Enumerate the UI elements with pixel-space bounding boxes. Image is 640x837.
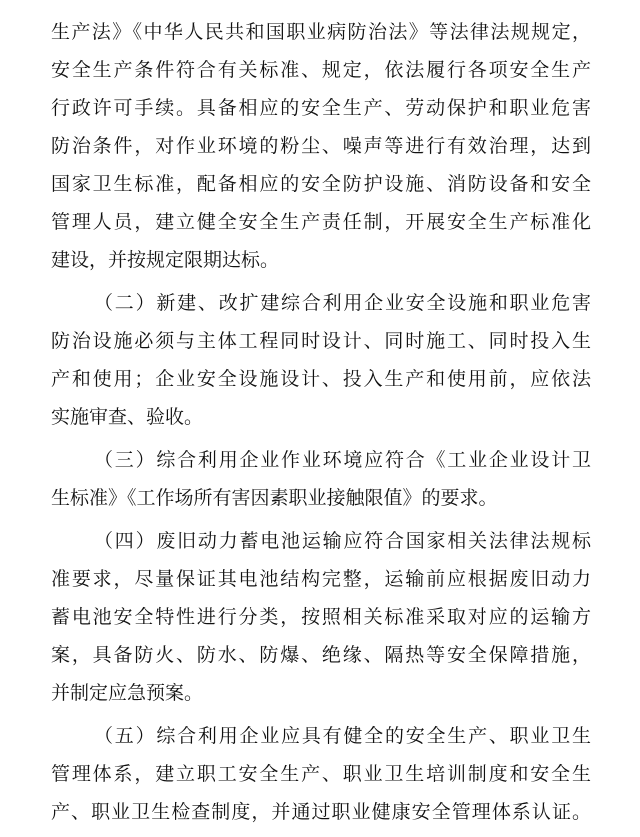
paragraph-first-line: （五）综合利用企业应具有健全的安全生产、职业卫生: [94, 725, 591, 747]
text-line: 案，具备防火、防水、防爆、绝缘、隔热等安全保障措施，: [51, 644, 591, 666]
text-line: 建设，并按规定限期达标。: [51, 249, 280, 271]
paragraph-first-line: （四）废旧动力蓄电池运输应符合国家相关法律法规标: [94, 530, 591, 552]
text-line: 产和使用；企业安全设施设计、投入生产和使用前，应依法: [51, 368, 591, 390]
text-line: 生产法》《中华人民共和国职业病防治法》等法律法规规定，: [51, 21, 591, 43]
paragraph-first-line: （二）新建、改扩建综合利用企业安全设施和职业危害: [94, 292, 591, 314]
text-line: 管理人员，建立健全安全生产责任制，开展安全生产标准化: [51, 211, 591, 233]
text-line: 蓄电池安全特性进行分类，按照相关标准采取对应的运输方: [51, 606, 591, 628]
text-line: 防治条件，对作业环境的粉尘、噪声等进行有效治理，达到: [51, 135, 591, 157]
paragraph-first-line: （三）综合利用企业作业环境应符合《工业企业设计卫: [94, 449, 591, 471]
text-line: 管理体系，建立职工安全生产、职业卫生培训制度和安全生: [51, 763, 591, 785]
text-line: 产、职业卫生检查制度，并通过职业健康安全管理体系认证。: [51, 801, 591, 823]
text-line: 并制定应急预案。: [51, 682, 204, 704]
text-line: 实施审查、验收。: [51, 406, 204, 428]
text-line: 防治设施必须与主体工程同时设计、同时施工、同时投入生: [51, 330, 591, 352]
text-line: 准要求，尽量保证其电池结构完整，运输前应根据废旧动力: [51, 568, 591, 590]
text-line: 安全生产条件符合有关标准、规定，依法履行各项安全生产: [51, 59, 591, 81]
text-line: 行政许可手续。具备相应的安全生产、劳动保护和职业危害: [51, 97, 591, 119]
text-line: 生标准》《工作场所有害因素职业接触限值》的要求。: [51, 487, 498, 509]
text-line: 国家卫生标准，配备相应的安全防护设施、消防设备和安全: [51, 173, 591, 195]
